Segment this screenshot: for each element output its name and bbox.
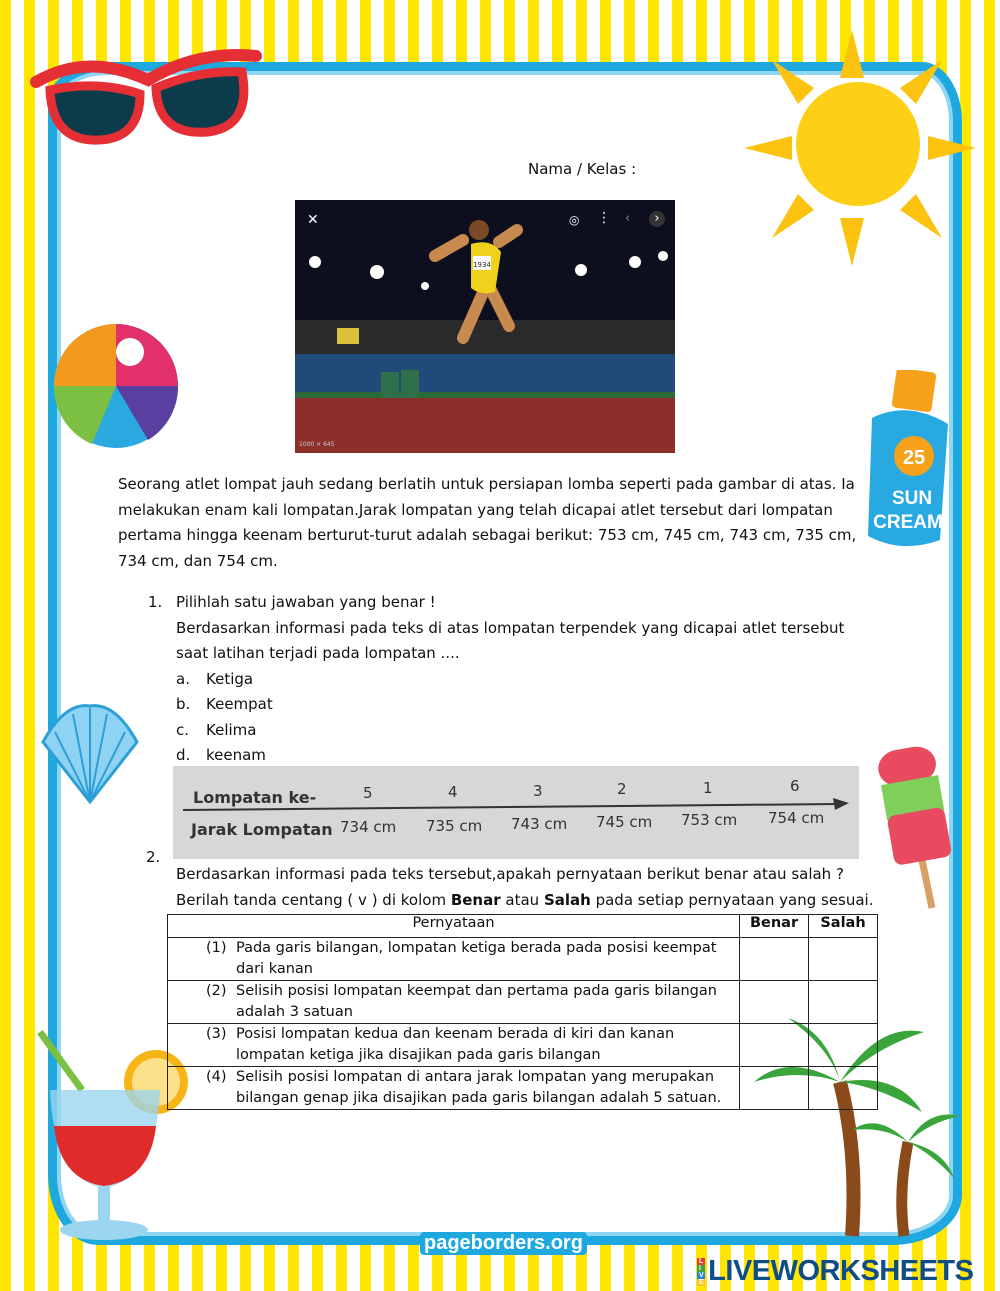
jump-number-4: 4 — [448, 783, 458, 801]
distance-754: 754 cm — [768, 809, 825, 827]
table-header-row — [168, 915, 878, 938]
table-row — [168, 938, 878, 981]
liveworksheets-wordmark: LIVEWORKSHEETS — [708, 1255, 974, 1287]
lens-icon[interactable]: ◎ — [569, 213, 580, 227]
header-salah: Salah — [809, 915, 878, 938]
number-line-row2-label: Jarak Lompatan — [191, 820, 333, 839]
option-d[interactable]: d. keenam — [176, 746, 266, 764]
salah-checkbox-1[interactable] — [809, 938, 878, 981]
pageborders-credit: pageborders.org — [420, 1232, 587, 1255]
more-icon[interactable]: ⋮ — [597, 210, 611, 226]
distance-743: 743 cm — [511, 815, 568, 833]
sun-cream-text-2: CREAM — [873, 512, 943, 533]
question-1 — [148, 590, 848, 769]
popsicle-icon — [872, 740, 952, 910]
liveworksheets-logo — [697, 1255, 973, 1288]
jump-number-6: 6 — [790, 777, 800, 795]
jump-number-1: 1 — [703, 779, 713, 797]
salah-checkbox-3[interactable] — [809, 1024, 878, 1067]
beach-ball-icon — [52, 320, 180, 450]
statement-cell: (2) Selisih posisi lompatan keempat dan pertama pada garis bilangan adalah 3 satuan — [168, 981, 740, 1024]
question-2-number: 2. — [146, 848, 161, 866]
distance-734: 734 cm — [340, 818, 397, 836]
option-b[interactable]: b. Keempat — [176, 695, 273, 713]
long-jump-photo — [295, 200, 675, 453]
sun-cream-text-1: SUN — [891, 488, 933, 509]
liveworksheets-badge: L I V E — [699, 1258, 704, 1287]
salah-checkbox-2[interactable] — [809, 981, 878, 1024]
statement-cell: (4) Selisih posisi lompatan di antara jarak lompatan yang merupakan bilangan genap jika disajikan pada garis bilangan adalah 5 satuan. — [168, 1067, 740, 1110]
benar-checkbox-2[interactable] — [740, 981, 809, 1024]
jump-number-5: 5 — [363, 784, 373, 802]
sun-icon — [742, 28, 978, 268]
question-1-text: Berdasarkan informasi pada teks di atas lompatan terpendek yang dicapai atlet tersebut saat latihan terjadi pada lompatan .... — [176, 618, 845, 662]
sunglasses-icon — [28, 42, 263, 152]
benar-checkbox-1[interactable] — [740, 938, 809, 981]
number-line-image — [173, 766, 859, 859]
photo-size-label: 1000 × 645 — [299, 441, 335, 448]
athlete-bib-number: 1934 — [473, 261, 491, 269]
header-benar: Benar — [740, 915, 809, 938]
table-row — [168, 1067, 878, 1110]
statement-cell: (1) Pada garis bilangan, lompatan ketiga berada pada posisi keempat dari kanan — [168, 938, 740, 981]
jump-number-2: 2 — [617, 780, 627, 798]
question-2-text: Berdasarkan informasi pada teks tersebut,apakah pernyataan berikut benar atau salah ?Berilah tanda centang ( v ) di kolom Benar atau Salah pada setiap pernyataan yang sesuai. — [176, 865, 874, 909]
close-icon[interactable]: ✕ — [307, 212, 319, 228]
table-row — [168, 981, 878, 1024]
option-c[interactable]: c. Kelima — [176, 720, 257, 739]
statement-cell: (3) Posisi lompatan kedua dan keenam berada di kiri dan kanan lompatan ketiga jika disajikan pada garis bilangan — [168, 1024, 740, 1067]
distance-735: 735 cm — [426, 817, 483, 835]
next-icon[interactable]: › — [649, 211, 665, 227]
option-a[interactable]: a. Ketiga — [176, 669, 254, 688]
distance-745: 745 cm — [596, 813, 653, 831]
salah-checkbox-4[interactable] — [809, 1067, 878, 1110]
intro-paragraph: Seorang atlet lompat jauh sedang berlatih untuk persiapan lomba seperti pada gambar di atas. Ia melakukan enam kali lompatan.Jarak lompatan yang telah dicapai atlet tersebut dari lompatan pertama hingga keenam berturut-turut adalah sebagai berikut: 753 cm, 745 cm, 743 cm, 735 cm, 734 cm, dan 754 cm. — [118, 475, 857, 570]
question-1-number: 1. — [148, 593, 163, 611]
seashell-icon — [35, 702, 145, 806]
nama-kelas-label: Nama / Kelas : — [528, 160, 637, 178]
statement-table — [167, 914, 878, 1110]
benar-checkbox-4[interactable] — [740, 1067, 809, 1110]
table-row — [168, 1024, 878, 1067]
benar-checkbox-3[interactable] — [740, 1024, 809, 1067]
question-1-instruction: Pilihlah satu jawaban yang benar ! — [176, 593, 436, 611]
header-pernyataan: Pernyataan — [168, 915, 740, 938]
sun-cream-number: 25 — [902, 447, 926, 469]
sun-cream-bottle-icon — [862, 370, 954, 555]
distance-753: 753 cm — [681, 811, 738, 829]
number-line-row1-label: Lompatan ke- — [193, 788, 317, 807]
prev-icon[interactable]: ‹ — [625, 211, 631, 226]
jump-number-3: 3 — [533, 782, 543, 800]
